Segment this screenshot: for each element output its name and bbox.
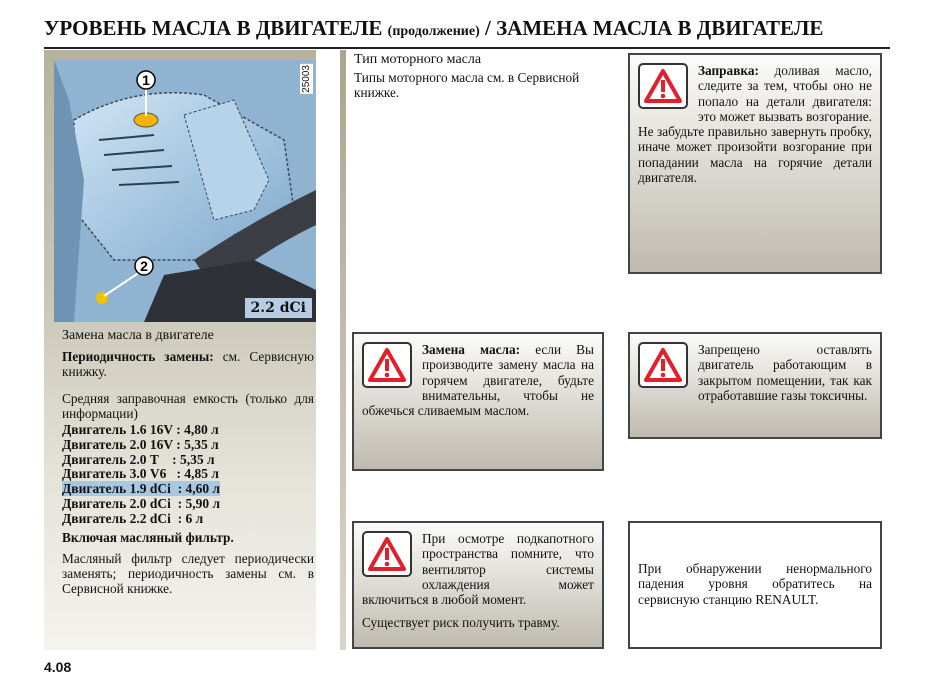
warning-box-fan <box>352 521 604 649</box>
oil-type-heading: Тип моторного масла <box>354 52 482 67</box>
title-continued: (продолжение) <box>387 24 480 39</box>
figure-code: 25003 <box>301 65 312 93</box>
interval-text <box>62 349 314 379</box>
capacity-note: (только для информации) <box>62 391 314 421</box>
warning-triangle-icon <box>362 531 412 577</box>
engine-row: Двигатель 2.0 16V : 5,35 л <box>62 436 219 452</box>
oil-change-label: Замена масла: <box>422 342 521 357</box>
callout-1: 1 <box>142 72 150 88</box>
engine-row: Двигатель 2.0 dCi : 5,90 л <box>62 495 221 511</box>
oil-type-section <box>354 52 604 106</box>
warning-box-refill <box>628 53 882 274</box>
closed-room-text: Запрещено оставлять двигатель работающим в закрытом помещении, так как отработавшие газы токсичны. <box>698 342 872 403</box>
title-main: УРОВЕНЬ МАСЛА В ДВИГАТЕЛЕ <box>44 16 383 40</box>
engine-capacity-list <box>62 423 314 527</box>
fan-text: При осмотре подкапотного пространства помните, что вентилятор системы охлаждения может включиться в любой момент. <box>362 531 594 608</box>
engine-row-highlighted: Двигатель 1.9 dCi : 4,60 л <box>62 481 221 497</box>
engine-row: Двигатель 3.0 V6 : 4,85 л <box>62 466 219 482</box>
oil-change-section <box>62 328 314 602</box>
title-rule <box>44 47 890 49</box>
oil-change-text: если Вы производите замену масла на горячем двигателе, будьте внимательны, чтобы не обжечься сливаемым маслом. <box>362 342 594 419</box>
filter-text: Масляный фильтр следует периодически заменять; периодичность замены см. в Сервисной книжке. <box>62 550 314 596</box>
title-rest: / ЗАМЕНА МАСЛА В ДВИГАТЕЛЕ <box>484 16 824 40</box>
warning-box-closed-room <box>628 332 882 439</box>
interval-label: Периодичность замены: <box>62 349 214 364</box>
oil-type-text: Типы моторного масла см. в Сервисной книжке. <box>354 70 580 100</box>
injury-risk-text: Существует риск получить травму. <box>362 615 560 631</box>
page-number: 4.08 <box>44 659 72 675</box>
capacity-label: Средняя заправочная емкость <box>62 391 238 406</box>
refill-text: доливая масло, следите за тем, чтобы оно не попало на детали двигателя: это может вызвать возгорание. Не забудьте правильно завернуть пробку, иначе может произойти возгорание при попадании масла на горячие детали двигателя. <box>638 63 872 186</box>
column-divider <box>340 50 346 650</box>
engine-label: 2.2 dCi <box>245 298 312 318</box>
filter-included: Включая масляный фильтр. <box>62 529 234 545</box>
engine-row: Двигатель 2.0 T : 5,35 л <box>62 451 215 467</box>
warning-box-oil-change <box>352 332 604 471</box>
engine-illustration <box>54 60 316 322</box>
engine-row: Двигатель 1.6 16V : 4,80 л <box>62 422 219 437</box>
engine-row: Двигатель 2.2 dCi : 6 л <box>62 510 204 526</box>
capacity-text <box>62 391 314 421</box>
refill-label: Заправка: <box>698 63 759 78</box>
warning-triangle-icon <box>638 342 688 388</box>
warning-triangle-icon <box>638 63 688 109</box>
info-box-renault <box>628 521 882 649</box>
renault-text: При обнаружении ненормального падения уровня обратитесь на сервисную станцию RENAULT. <box>638 561 872 607</box>
warning-triangle-icon <box>362 342 412 388</box>
interval-value: см. Сервисную книжку. <box>62 349 314 379</box>
section-heading: Замена масла в двигателе <box>62 328 214 343</box>
page-title <box>44 16 823 41</box>
callout-2: 2 <box>140 258 148 274</box>
